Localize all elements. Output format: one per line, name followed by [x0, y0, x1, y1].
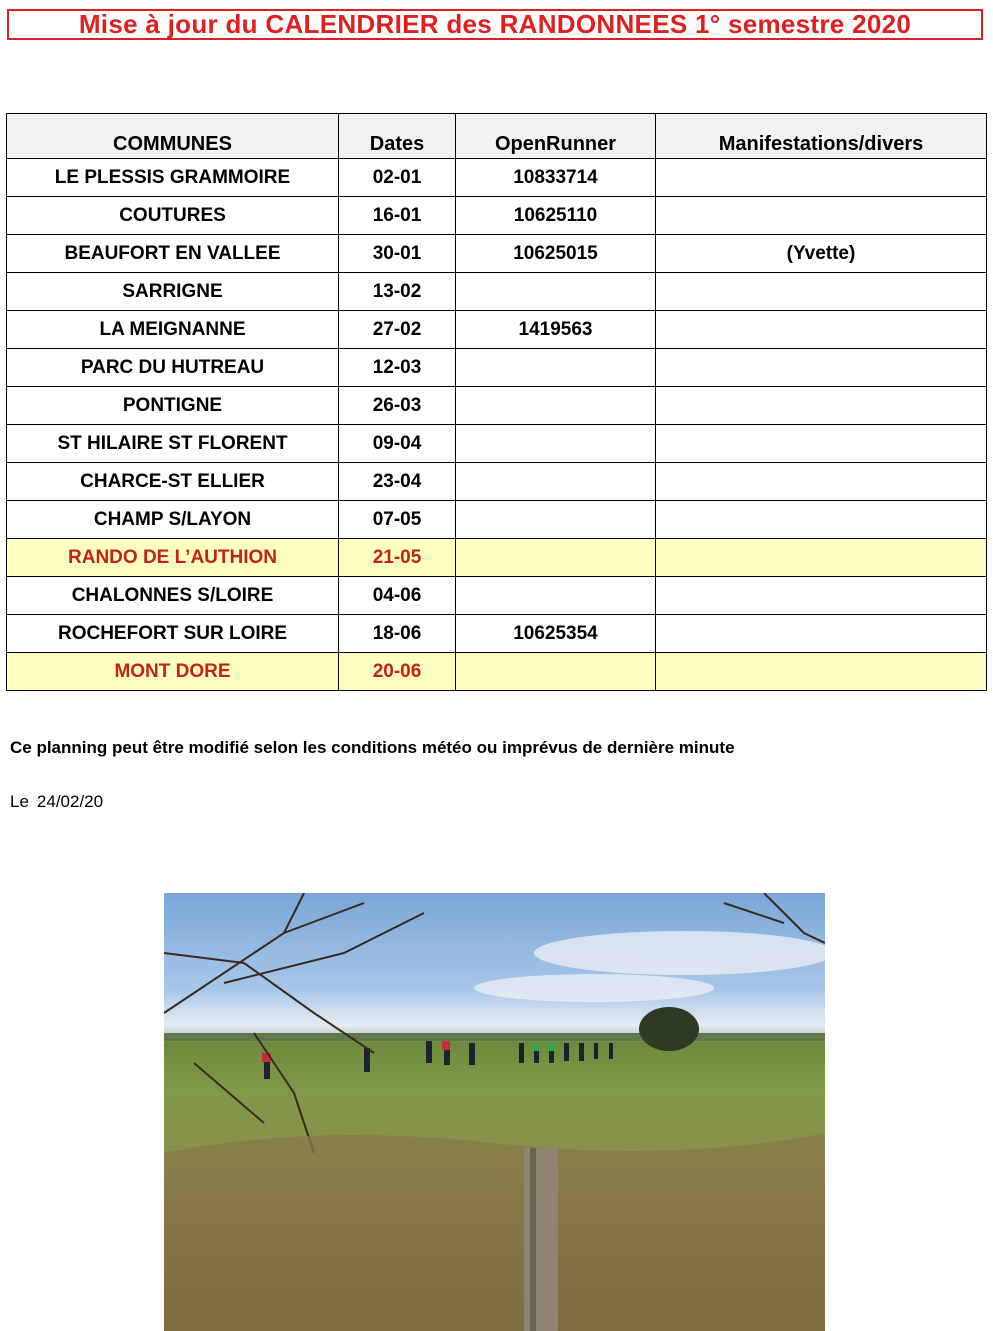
cell-commune: BEAUFORT EN VALLEE — [7, 235, 339, 273]
header-communes: COMMUNES — [7, 114, 339, 159]
cell-divers — [656, 387, 987, 425]
hikers-photo — [164, 893, 825, 1331]
cell-date: 27-02 — [339, 311, 456, 349]
cell-commune: ST HILAIRE ST FLORENT — [7, 425, 339, 463]
cell-date: 23-04 — [339, 463, 456, 501]
cell-openrunner — [456, 273, 656, 311]
calendar-table — [6, 113, 987, 691]
cell-date: 20-06 — [339, 653, 456, 691]
header-openrunner: OpenRunner — [456, 114, 656, 159]
cell-openrunner — [456, 577, 656, 615]
cell-commune: COUTURES — [7, 197, 339, 235]
photo-illustration — [164, 893, 825, 1331]
cell-commune: RANDO DE L’AUTHION — [7, 539, 339, 577]
table-row — [7, 235, 987, 273]
cell-divers — [656, 501, 987, 539]
cell-openrunner: 10625110 — [456, 197, 656, 235]
table-row — [7, 501, 987, 539]
cell-date: 21-05 — [339, 539, 456, 577]
title-box — [7, 9, 983, 40]
table-row — [7, 577, 987, 615]
cell-openrunner: 10625354 — [456, 615, 656, 653]
table-row — [7, 311, 987, 349]
cell-divers — [656, 653, 987, 691]
date-value: 24/02/20 — [36, 792, 104, 811]
page-title: Mise à jour du CALENDRIER des RANDONNEES 1° semestre 2020 — [78, 9, 912, 39]
header-dates: Dates — [339, 114, 456, 159]
cell-divers: (Yvette) — [656, 235, 987, 273]
cell-openrunner — [456, 463, 656, 501]
cell-commune: MONT DORE — [7, 653, 339, 691]
cell-divers — [656, 311, 987, 349]
cell-commune: ROCHEFORT SUR LOIRE — [7, 615, 339, 653]
cell-commune: LA MEIGNANNE — [7, 311, 339, 349]
table-header-row — [7, 114, 987, 159]
cell-openrunner — [456, 501, 656, 539]
cell-date: 13-02 — [339, 273, 456, 311]
cell-openrunner: 10833714 — [456, 159, 656, 197]
table-row — [7, 387, 987, 425]
cell-divers — [656, 197, 987, 235]
cell-date: 04-06 — [339, 577, 456, 615]
cell-divers — [656, 425, 987, 463]
cell-commune: SARRIGNE — [7, 273, 339, 311]
cell-openrunner: 1419563 — [456, 311, 656, 349]
cell-divers — [656, 615, 987, 653]
cell-date: 02-01 — [339, 159, 456, 197]
cell-commune: CHALONNES S/LOIRE — [7, 577, 339, 615]
cell-divers — [656, 577, 987, 615]
table-row — [7, 615, 987, 653]
table-row — [7, 425, 987, 463]
cell-openrunner — [456, 387, 656, 425]
cell-divers — [656, 159, 987, 197]
cell-openrunner: 10625015 — [456, 235, 656, 273]
table-row — [7, 159, 987, 197]
cell-openrunner — [456, 349, 656, 387]
cell-divers — [656, 539, 987, 577]
cell-date: 09-04 — [339, 425, 456, 463]
cell-divers — [656, 349, 987, 387]
cell-commune: CHARCE-ST ELLIER — [7, 463, 339, 501]
cell-openrunner — [456, 425, 656, 463]
cell-openrunner — [456, 653, 656, 691]
planning-note: Ce planning peut être modifié selon les conditions météo ou imprévus de dernière minute — [10, 738, 735, 757]
table-row — [7, 463, 987, 501]
cell-date: 18-06 — [339, 615, 456, 653]
header-manifestations: Manifestations/divers — [656, 114, 987, 159]
cell-date: 26-03 — [339, 387, 456, 425]
cell-commune: PONTIGNE — [7, 387, 339, 425]
cell-openrunner — [456, 539, 656, 577]
cell-divers — [656, 463, 987, 501]
cell-date: 12-03 — [339, 349, 456, 387]
cell-date: 16-01 — [339, 197, 456, 235]
table-row — [7, 273, 987, 311]
table-row — [7, 349, 987, 387]
update-date — [10, 792, 111, 812]
cell-divers — [656, 273, 987, 311]
table-row — [7, 197, 987, 235]
cell-commune: CHAMP S/LAYON — [7, 501, 339, 539]
cell-date: 30-01 — [339, 235, 456, 273]
cell-commune: LE PLESSIS GRAMMOIRE — [7, 159, 339, 197]
table-row — [7, 539, 987, 577]
cell-commune: PARC DU HUTREAU — [7, 349, 339, 387]
date-prefix: Le — [10, 792, 29, 811]
cell-date: 07-05 — [339, 501, 456, 539]
table-row — [7, 653, 987, 691]
